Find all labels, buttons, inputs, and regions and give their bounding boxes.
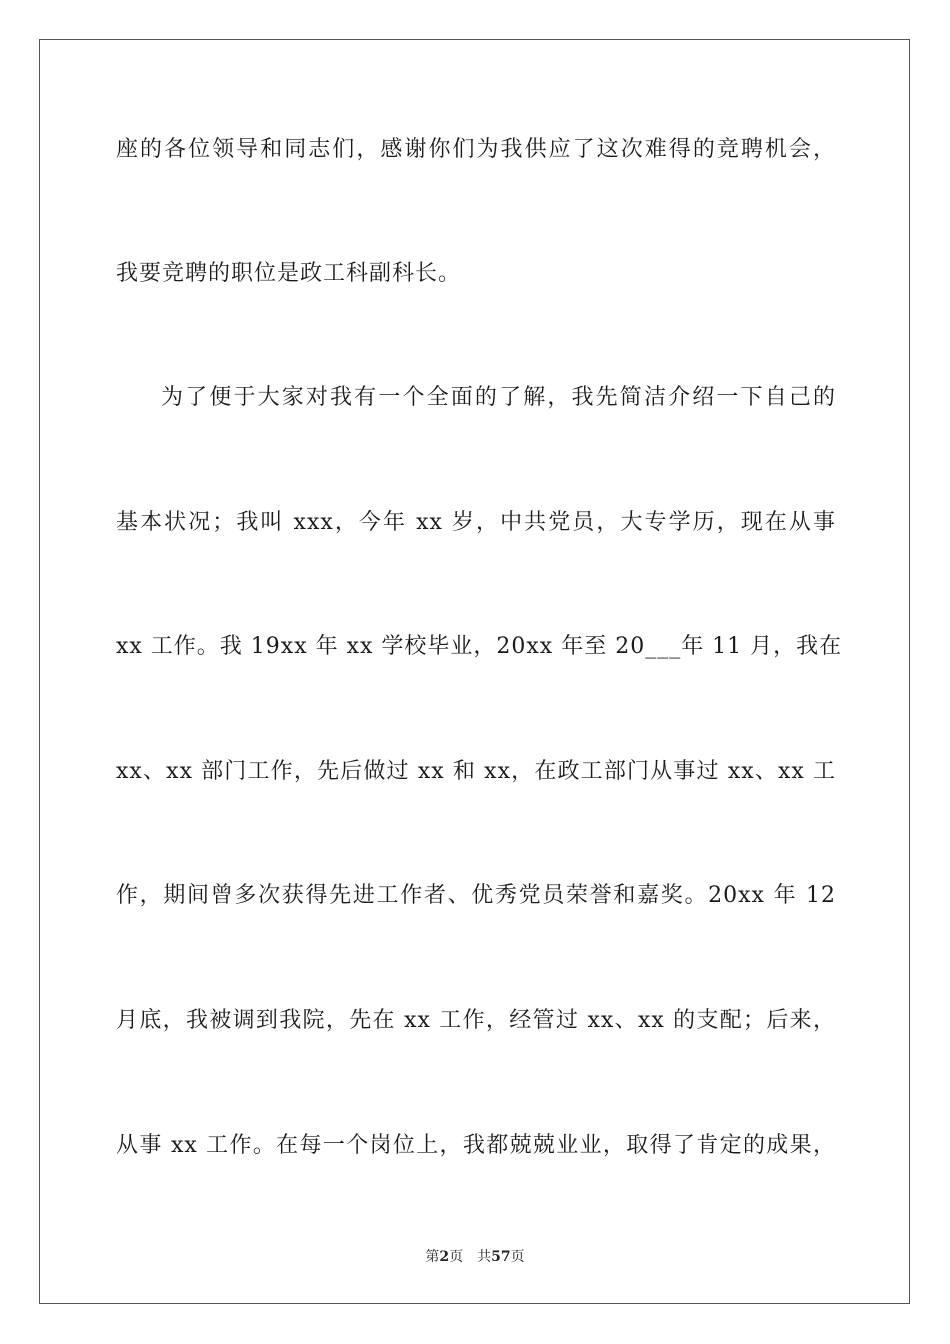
page-border	[39, 39, 910, 1304]
body-line-3: 为了便于大家对我有一个全面的了解，我先简洁介绍一下自己的	[161, 385, 836, 410]
page-footer	[0, 1248, 950, 1266]
footer-total-prefix: 共	[477, 1249, 492, 1265]
footer-page-number: 2	[439, 1249, 450, 1265]
footer-total-pages: 57	[491, 1249, 511, 1265]
body-line-4: 基本状况；我叫 xxx，今年 xx 岁，中共党员，大专学历，现在从事	[116, 510, 836, 535]
body-line-7: 作，期间曾多次获得先进工作者、优秀党员荣誉和嘉奖。20xx 年 12	[116, 883, 836, 908]
body-line-6: xx、xx 部门工作，先后做过 xx 和 xx，在政工部门从事过 xx、xx 工	[116, 759, 836, 784]
footer-page-suffix: 页	[449, 1249, 464, 1265]
body-line-2: 我要竞聘的职位是政工科副科长。	[116, 261, 462, 286]
footer-page-prefix: 第	[425, 1249, 440, 1265]
body-line-9: 从事 xx 工作。在每一个岗位上，我都兢兢业业，取得了肯定的成果，	[116, 1133, 836, 1158]
body-line-8: 月底，我被调到我院，先在 xx 工作，经管过 xx、xx 的支配；后来，	[116, 1008, 836, 1033]
body-line-5: xx 工作。我 19xx 年 xx 学校毕业，20xx 年至 20___年 11 月，我在	[116, 634, 843, 659]
footer-total-suffix: 页	[510, 1249, 525, 1265]
body-line-1: 座的各位领导和同志们，感谢你们为我供应了这次难得的竞聘机会，	[116, 137, 836, 162]
